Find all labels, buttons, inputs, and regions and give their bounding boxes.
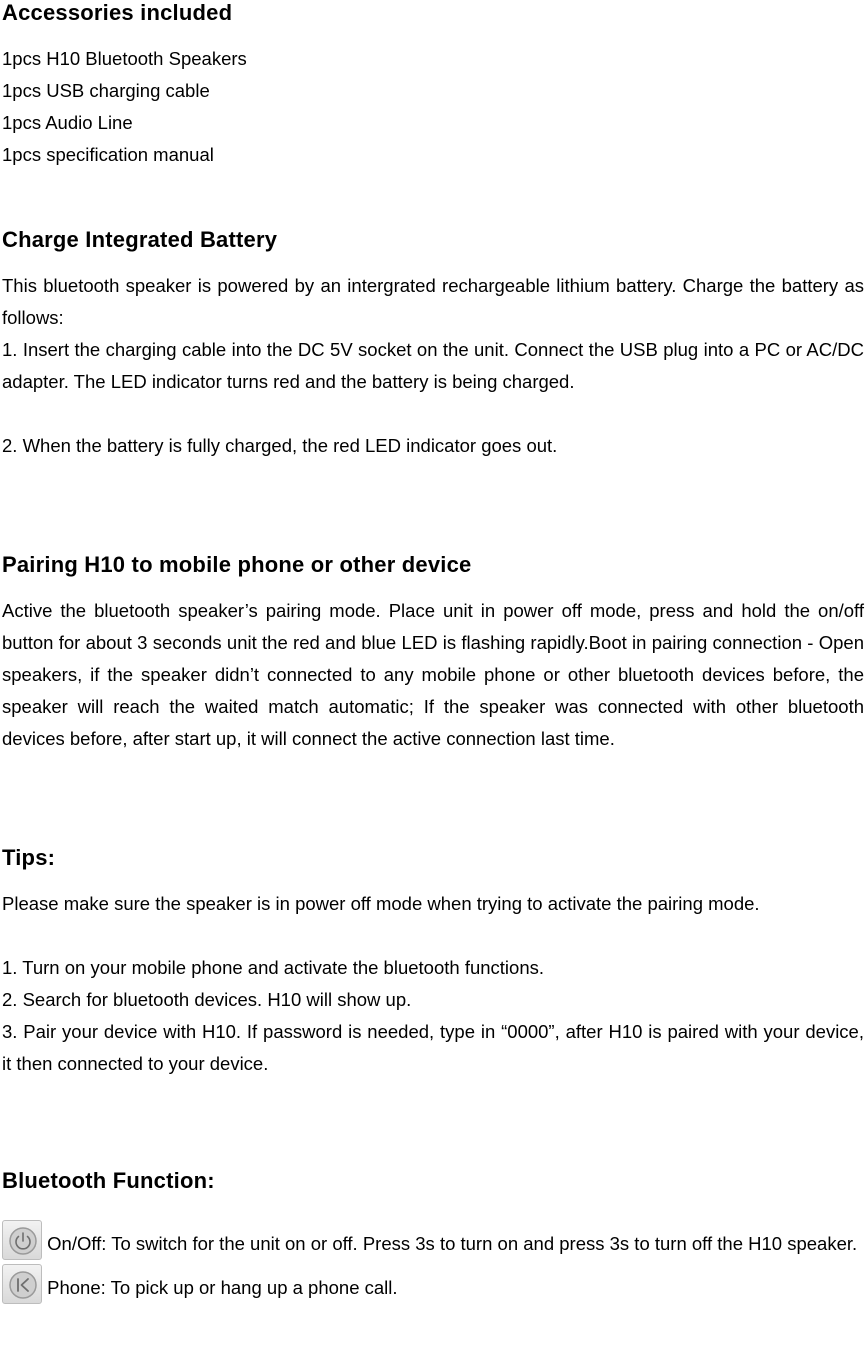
onoff-text: On/Off: To switch for the unit on or off. Press 3s to turn on and press 3s to turn off the H10 speaker. bbox=[42, 1233, 858, 1254]
accessory-item: 1pcs Audio Line bbox=[2, 112, 133, 133]
accessory-item: 1pcs specification manual bbox=[2, 144, 214, 165]
tips-section bbox=[2, 845, 864, 1080]
accessories-section bbox=[2, 0, 864, 171]
charge-heading: Charge Integrated Battery bbox=[2, 227, 278, 252]
pairing-heading: Pairing H10 to mobile phone or other device bbox=[2, 552, 472, 577]
power-button-icon bbox=[2, 1220, 42, 1260]
onoff-description bbox=[2, 1220, 864, 1262]
tips-heading: Tips: bbox=[2, 845, 56, 870]
charge-intro: This bluetooth speaker is powered by an intergrated rechargeable lithium battery. Charge the battery as follows: bbox=[2, 275, 864, 328]
charge-step-2: 2. When the battery is fully charged, the red LED indicator goes out. bbox=[2, 435, 558, 456]
charge-step-1: 1. Insert the charging cable into the DC 5V socket on the unit. Connect the USB plug into a PC or AC/DC adapter. The LED indicator turns red and the battery is being charged. bbox=[2, 339, 864, 392]
tips-intro: Please make sure the speaker is in power off mode when trying to activate the pairing mode. bbox=[2, 893, 760, 914]
phone-description bbox=[2, 1264, 864, 1306]
phone-button-icon bbox=[2, 1264, 42, 1304]
pairing-body: Active the bluetooth speaker’s pairing mode. Place unit in power off mode, press and hold the on/off button for about 3 seconds unit the red and blue LED is flashing rapidly.Boot in pairing connection - Open speakers, if the speaker didn’t connected to any mobile phone or other bluetooth devices before, the speaker will reach the waited match automatic; If the speaker was connected with other bluetooth devices before, after start up, it will connect the active connection last time. bbox=[2, 600, 864, 749]
accessory-item: 1pcs USB charging cable bbox=[2, 80, 210, 101]
tips-step-2: 2. Search for bluetooth devices. H10 will show up. bbox=[2, 989, 412, 1010]
bluetooth-function-section bbox=[2, 1168, 864, 1306]
accessory-item: 1pcs H10 Bluetooth Speakers bbox=[2, 48, 247, 69]
pairing-section bbox=[2, 552, 864, 755]
tips-step-3: 3. Pair your device with H10. If password is needed, type in “0000”, after H10 is paired with your device, it then connected to your device. bbox=[2, 1021, 864, 1074]
charge-section bbox=[2, 227, 864, 462]
tips-step-1: 1. Turn on your mobile phone and activate the bluetooth functions. bbox=[2, 957, 545, 978]
bluetooth-function-heading: Bluetooth Function: bbox=[2, 1168, 215, 1193]
accessories-heading: Accessories included bbox=[2, 0, 233, 25]
accessories-list bbox=[2, 43, 864, 171]
phone-text: Phone: To pick up or hang up a phone call. bbox=[42, 1277, 398, 1298]
